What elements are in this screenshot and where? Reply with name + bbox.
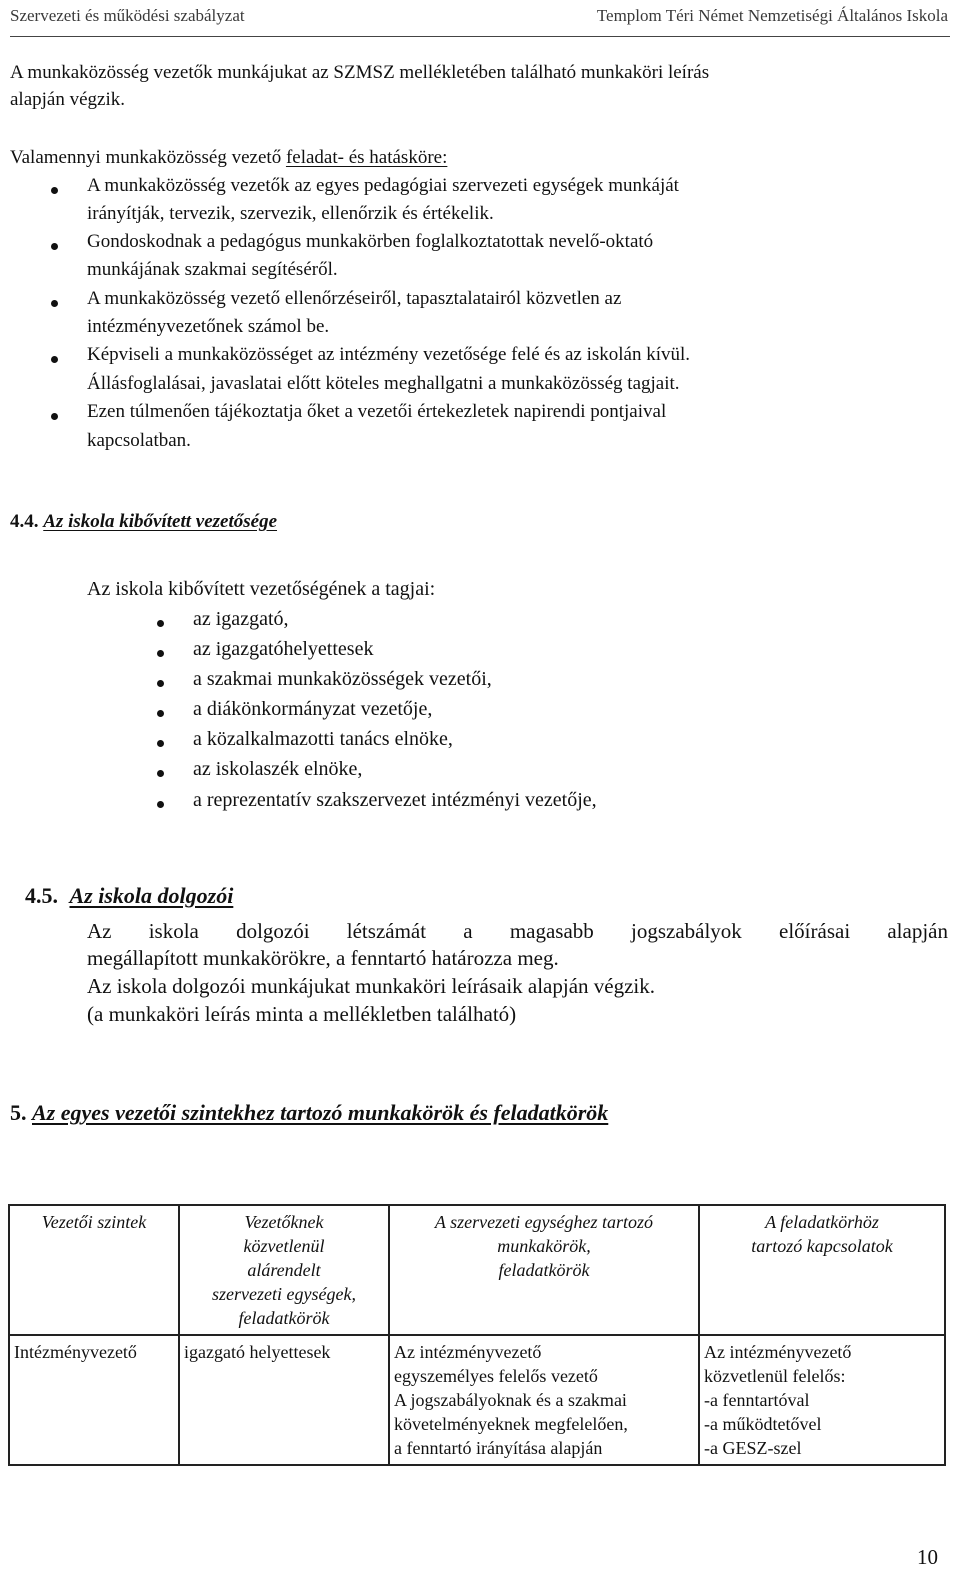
duty-item-3-line-1: A munkaközösség vezető ellenőrzéseiről, tapasztalatairól közvetlen az bbox=[87, 288, 622, 309]
bullet-icon bbox=[157, 620, 164, 627]
duty-item-4-line-1: Képviseli a munkaközösséget az intézmény vezetősége felé és az iskolán kívül. bbox=[87, 344, 691, 365]
cell-relations-line: -a GESZ-szel bbox=[704, 1438, 802, 1458]
intro-line-1: A munkaközösség vezetők munkájukat az SZMSZ mellékletében található munkaköri leírás bbox=[10, 62, 710, 83]
section-4-5-title: Az iskola dolgozói bbox=[69, 883, 234, 908]
duty-item-2-line-2: munkájának szakmai segítéséről. bbox=[87, 259, 338, 280]
table-row bbox=[9, 1335, 945, 1465]
header-roles-line: munkakörök, bbox=[497, 1236, 591, 1256]
header-school-name: Templom Téri Német Nemzetiségi Általános Iskola bbox=[596, 6, 948, 25]
duties-lead bbox=[10, 147, 447, 169]
section-4-5-para-3: (a munkaköri leírás minta a mellékletben található) bbox=[87, 1002, 517, 1026]
leadership-levels-table bbox=[8, 1204, 946, 1466]
bullet-icon bbox=[157, 770, 164, 777]
member-item: az igazgató, bbox=[193, 608, 289, 630]
bullet-icon bbox=[157, 710, 164, 717]
page-number: 10 bbox=[917, 1545, 938, 1569]
duty-item-2-line-1: Gondoskodnak a pedagógus munkakörben foglalkoztatottak nevelő-oktató bbox=[87, 231, 654, 252]
cell-roles-line: A jogszabályoknak és a szakmai bbox=[394, 1390, 627, 1410]
section-5-number: 5. bbox=[10, 1100, 27, 1125]
duty-item-1-line-2: irányítják, tervezik, szervezik, ellenőrzik és értékelik. bbox=[87, 203, 494, 224]
duty-item-3-line-2: intézményvezetőnek számol be. bbox=[87, 316, 330, 337]
header-levels-text: Vezetői szintek bbox=[41, 1212, 147, 1232]
cell-level-text: Intézményvezető bbox=[14, 1342, 137, 1362]
section-4-5-number: 4.5. bbox=[25, 883, 58, 908]
member-item: az iskolaszék elnöke, bbox=[193, 758, 363, 780]
section-4-5-para-2: Az iskola dolgozói munkájukat munkaköri leírásaik alapján végzik. bbox=[87, 974, 656, 998]
header-roles-line: A szervezeti egységhez tartozó bbox=[434, 1212, 654, 1232]
duty-item-4-line-2: Állásfoglalásai, javaslatai előtt köteles meghallgatni a munkaközösség tagjait. bbox=[87, 373, 680, 394]
cell-level bbox=[9, 1335, 179, 1465]
bullet-icon bbox=[51, 300, 58, 307]
duty-item-1-line-1: A munkaközösség vezetők az egyes pedagógiai szervezeti egységek munkáját bbox=[87, 175, 679, 196]
duty-item-5-line-1: Ezen túlmenően tájékoztatja őket a vezetői értekezletek napirendi pontjaival bbox=[87, 401, 667, 422]
cell-roles-line: Az intézményvezető bbox=[394, 1342, 542, 1362]
cell-relations bbox=[699, 1335, 945, 1465]
header-relations-line: A feladatkörhöz bbox=[765, 1212, 879, 1232]
cell-relations-line: -a fenntartóval bbox=[704, 1390, 810, 1410]
header-relations-line: tartozó kapcsolatok bbox=[751, 1236, 893, 1256]
cell-units bbox=[179, 1335, 389, 1465]
header-units-line: szervezeti egységek, bbox=[212, 1284, 356, 1304]
bullet-icon bbox=[157, 680, 164, 687]
duties-lead-text: Valamennyi munkaközösség vezető bbox=[10, 147, 286, 168]
cell-relations-line: Az intézményvezető bbox=[704, 1342, 852, 1362]
duty-item-5-line-2: kapcsolatban. bbox=[87, 430, 191, 451]
section-4-4-number: 4.4. bbox=[10, 511, 39, 532]
cell-relations-line: -a működtetővel bbox=[704, 1414, 822, 1434]
table-header-row bbox=[9, 1205, 945, 1335]
cell-relations-line: közvetlenül felelős: bbox=[704, 1366, 846, 1386]
cell-roles-line: egyszemélyes felelős vezető bbox=[394, 1366, 598, 1386]
section-4-4-lead: Az iskola kibővített vezetőségének a tagjai: bbox=[87, 578, 436, 600]
member-item: a szakmai munkaközösségek vezetői, bbox=[193, 668, 492, 690]
header-doc-title: Szervezeti és működési szabályzat bbox=[10, 6, 245, 25]
bullet-icon bbox=[157, 801, 164, 808]
cell-units-text: igazgató helyettesek bbox=[184, 1342, 331, 1362]
header-cell-units bbox=[179, 1205, 389, 1335]
cell-roles-line: a fenntartó irányítása alapján bbox=[394, 1438, 603, 1458]
member-item: a diákönkormányzat vezetője, bbox=[193, 698, 433, 720]
header-units-line: feladatkörök bbox=[238, 1308, 330, 1328]
bullet-icon bbox=[51, 356, 58, 363]
bullet-icon bbox=[51, 413, 58, 420]
bullet-icon bbox=[157, 740, 164, 747]
member-item: a közalkalmazotti tanács elnöke, bbox=[193, 728, 453, 750]
section-5-title: Az egyes vezetői szintekhez tartozó munkakörök és feladatkörök bbox=[32, 1100, 609, 1125]
header-units-line: közvetlenül bbox=[243, 1236, 325, 1256]
header-cell-roles bbox=[389, 1205, 699, 1335]
intro-line-2: alapján végzik. bbox=[10, 89, 126, 110]
header-units-line: alárendelt bbox=[247, 1260, 321, 1280]
bullet-icon bbox=[51, 243, 58, 250]
header-cell-levels bbox=[9, 1205, 179, 1335]
header-roles-line: feladatkörök bbox=[498, 1260, 590, 1280]
section-4-4-heading bbox=[10, 511, 277, 533]
member-item: az igazgatóhelyettesek bbox=[193, 638, 374, 660]
header-cell-relations bbox=[699, 1205, 945, 1335]
header-units-line: Vezetőknek bbox=[244, 1212, 324, 1232]
cell-roles bbox=[389, 1335, 699, 1465]
section-4-5-para-1-line-2: megállapított munkakörökre, a fenntartó határozza meg. bbox=[87, 946, 559, 970]
section-4-5-heading bbox=[25, 883, 233, 909]
header-divider bbox=[10, 36, 950, 37]
member-item: a reprezentatív szakszervezet intézményi vezetője, bbox=[193, 789, 597, 811]
section-4-5-para-1-line-1: Az iskola dolgozói létszámát a magasabb jogszabályok előírásai alapján bbox=[87, 919, 948, 943]
section-4-4-title: Az iskola kibővített vezetősége bbox=[43, 511, 278, 532]
section-5-heading bbox=[10, 1100, 608, 1126]
cell-roles-line: követelményeknek megfelelően, bbox=[394, 1414, 628, 1434]
bullet-icon bbox=[157, 650, 164, 657]
bullet-icon bbox=[51, 187, 58, 194]
duties-lead-underlined: feladat- és hatásköre: bbox=[285, 147, 448, 168]
